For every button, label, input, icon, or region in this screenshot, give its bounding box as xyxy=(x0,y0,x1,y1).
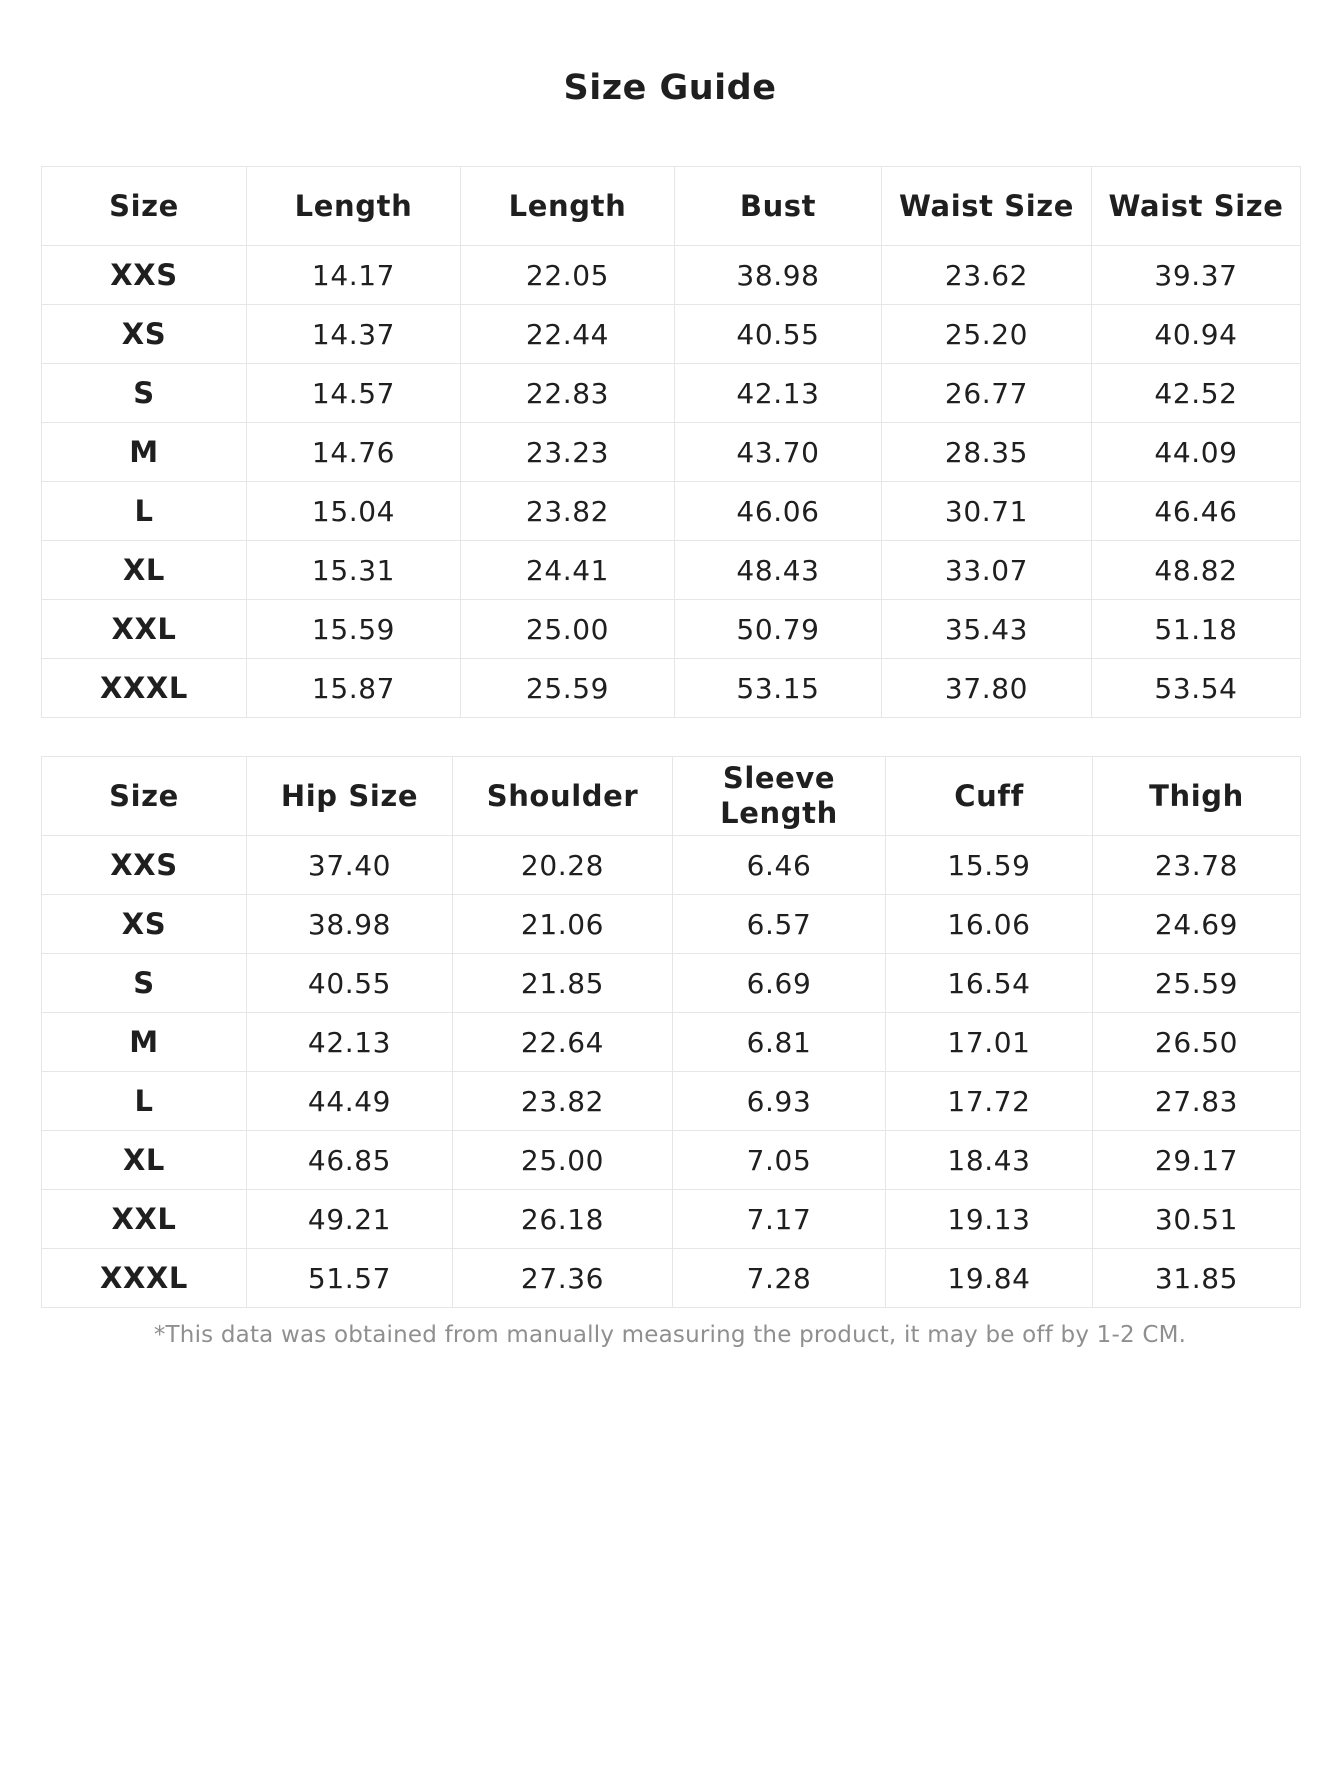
measurement-cell: 53.15 xyxy=(675,659,882,718)
measurement-cell: 19.13 xyxy=(886,1190,1093,1249)
measurement-cell: 26.18 xyxy=(453,1190,673,1249)
measurement-cell: 37.80 xyxy=(882,659,1092,718)
measurement-cell: 42.13 xyxy=(247,1013,453,1072)
measurement-cell: 15.59 xyxy=(247,600,461,659)
measurement-cell: 51.57 xyxy=(247,1249,453,1308)
measurement-footnote: *This data was obtained from manually measuring the product, it may be off by 1-2 CM. xyxy=(153,1322,1187,1348)
size-label-cell: XL xyxy=(42,1131,247,1190)
size-label-cell: L xyxy=(42,1072,247,1131)
measurement-cell: 48.43 xyxy=(675,541,882,600)
measurement-cell: 25.00 xyxy=(461,600,675,659)
measurement-cell: 30.51 xyxy=(1093,1190,1301,1249)
measurement-cell: 49.21 xyxy=(247,1190,453,1249)
measurement-cell: 24.41 xyxy=(461,541,675,600)
table-row xyxy=(42,600,1301,659)
measurement-cell: 22.64 xyxy=(453,1013,673,1072)
size-label-cell: XXL xyxy=(42,600,247,659)
measurement-cell: 15.59 xyxy=(886,836,1093,895)
size-label-cell: S xyxy=(42,954,247,1013)
size-table-2 xyxy=(41,756,1301,1308)
measurement-cell: 23.62 xyxy=(882,246,1092,305)
measurement-cell: 17.72 xyxy=(886,1072,1093,1131)
column-header: Waist Size xyxy=(1092,167,1301,246)
size-label-cell: XXS xyxy=(42,836,247,895)
size-label-cell: S xyxy=(42,364,247,423)
column-header: Shoulder xyxy=(453,757,673,836)
table-row xyxy=(42,836,1301,895)
measurement-cell: 53.54 xyxy=(1092,659,1301,718)
column-header: Thigh xyxy=(1093,757,1301,836)
measurement-cell: 25.00 xyxy=(453,1131,673,1190)
table-row xyxy=(42,1013,1301,1072)
measurement-cell: 25.59 xyxy=(1093,954,1301,1013)
measurement-cell: 38.98 xyxy=(247,895,453,954)
size-label-cell: XXXL xyxy=(42,1249,247,1308)
table-row xyxy=(42,423,1301,482)
table-row xyxy=(42,895,1301,954)
measurement-cell: 7.28 xyxy=(673,1249,886,1308)
measurement-cell: 15.31 xyxy=(247,541,461,600)
measurement-cell: 20.28 xyxy=(453,836,673,895)
measurement-cell: 28.35 xyxy=(882,423,1092,482)
measurement-cell: 14.17 xyxy=(247,246,461,305)
size-label-cell: XS xyxy=(42,895,247,954)
measurement-cell: 19.84 xyxy=(886,1249,1093,1308)
page-title: Size Guide xyxy=(563,68,777,108)
size-label-cell: XXL xyxy=(42,1190,247,1249)
measurement-cell: 44.09 xyxy=(1092,423,1301,482)
column-header: Hip Size xyxy=(247,757,453,836)
measurement-cell: 33.07 xyxy=(882,541,1092,600)
measurement-cell: 46.46 xyxy=(1092,482,1301,541)
column-header: Cuff xyxy=(886,757,1093,836)
measurement-cell: 39.37 xyxy=(1092,246,1301,305)
measurement-cell: 6.46 xyxy=(673,836,886,895)
column-header: Sleeve Length xyxy=(673,757,886,836)
measurement-cell: 7.05 xyxy=(673,1131,886,1190)
measurement-cell: 22.05 xyxy=(461,246,675,305)
measurement-cell: 6.81 xyxy=(673,1013,886,1072)
measurement-cell: 35.43 xyxy=(882,600,1092,659)
table-row xyxy=(42,1190,1301,1249)
measurement-cell: 51.18 xyxy=(1092,600,1301,659)
measurement-cell: 26.50 xyxy=(1093,1013,1301,1072)
measurement-cell: 25.20 xyxy=(882,305,1092,364)
measurement-cell: 37.40 xyxy=(247,836,453,895)
measurement-cell: 16.06 xyxy=(886,895,1093,954)
measurement-cell: 15.04 xyxy=(247,482,461,541)
measurement-cell: 16.54 xyxy=(886,954,1093,1013)
measurement-cell: 17.01 xyxy=(886,1013,1093,1072)
size-label-cell: XXXL xyxy=(42,659,247,718)
table-row xyxy=(42,1249,1301,1308)
table-header-row xyxy=(42,167,1301,246)
measurement-cell: 46.85 xyxy=(247,1131,453,1190)
measurement-cell: 23.82 xyxy=(453,1072,673,1131)
measurement-cell: 43.70 xyxy=(675,423,882,482)
measurement-cell: 38.98 xyxy=(675,246,882,305)
measurement-cell: 29.17 xyxy=(1093,1131,1301,1190)
measurement-cell: 22.83 xyxy=(461,364,675,423)
measurement-cell: 27.83 xyxy=(1093,1072,1301,1131)
table-row xyxy=(42,482,1301,541)
measurement-cell: 31.85 xyxy=(1093,1249,1301,1308)
measurement-cell: 46.06 xyxy=(675,482,882,541)
measurement-cell: 25.59 xyxy=(461,659,675,718)
measurement-cell: 14.76 xyxy=(247,423,461,482)
column-header: Length xyxy=(247,167,461,246)
measurement-cell: 40.55 xyxy=(675,305,882,364)
measurement-cell: 48.82 xyxy=(1092,541,1301,600)
size-label-cell: L xyxy=(42,482,247,541)
size-label-cell: XS xyxy=(42,305,247,364)
table-row xyxy=(42,1072,1301,1131)
measurement-cell: 18.43 xyxy=(886,1131,1093,1190)
measurement-cell: 26.77 xyxy=(882,364,1092,423)
measurement-cell: 23.78 xyxy=(1093,836,1301,895)
column-header: Waist Size xyxy=(882,167,1092,246)
table-row xyxy=(42,954,1301,1013)
measurement-cell: 40.94 xyxy=(1092,305,1301,364)
measurement-cell: 42.52 xyxy=(1092,364,1301,423)
table-row xyxy=(42,1131,1301,1190)
measurement-cell: 22.44 xyxy=(461,305,675,364)
measurement-cell: 6.93 xyxy=(673,1072,886,1131)
measurement-cell: 21.06 xyxy=(453,895,673,954)
measurement-cell: 44.49 xyxy=(247,1072,453,1131)
column-header: Size xyxy=(42,167,247,246)
size-label-cell: XL xyxy=(42,541,247,600)
table-row xyxy=(42,659,1301,718)
measurement-cell: 23.82 xyxy=(461,482,675,541)
measurement-cell: 6.69 xyxy=(673,954,886,1013)
measurement-cell: 23.23 xyxy=(461,423,675,482)
measurement-cell: 15.87 xyxy=(247,659,461,718)
column-header: Length xyxy=(461,167,675,246)
measurement-cell: 7.17 xyxy=(673,1190,886,1249)
measurement-cell: 42.13 xyxy=(675,364,882,423)
table-row xyxy=(42,541,1301,600)
measurement-cell: 24.69 xyxy=(1093,895,1301,954)
measurement-cell: 27.36 xyxy=(453,1249,673,1308)
size-label-cell: XXS xyxy=(42,246,247,305)
measurement-cell: 50.79 xyxy=(675,600,882,659)
measurement-cell: 30.71 xyxy=(882,482,1092,541)
size-label-cell: M xyxy=(42,423,247,482)
measurement-cell: 14.37 xyxy=(247,305,461,364)
size-label-cell: M xyxy=(42,1013,247,1072)
size-table-1 xyxy=(41,166,1301,718)
measurement-cell: 6.57 xyxy=(673,895,886,954)
measurement-cell: 14.57 xyxy=(247,364,461,423)
table-header-row xyxy=(42,757,1301,836)
column-header: Size xyxy=(42,757,247,836)
measurement-cell: 21.85 xyxy=(453,954,673,1013)
measurement-cell: 40.55 xyxy=(247,954,453,1013)
table-row xyxy=(42,305,1301,364)
table-row xyxy=(42,364,1301,423)
column-header: Bust xyxy=(675,167,882,246)
table-row xyxy=(42,246,1301,305)
